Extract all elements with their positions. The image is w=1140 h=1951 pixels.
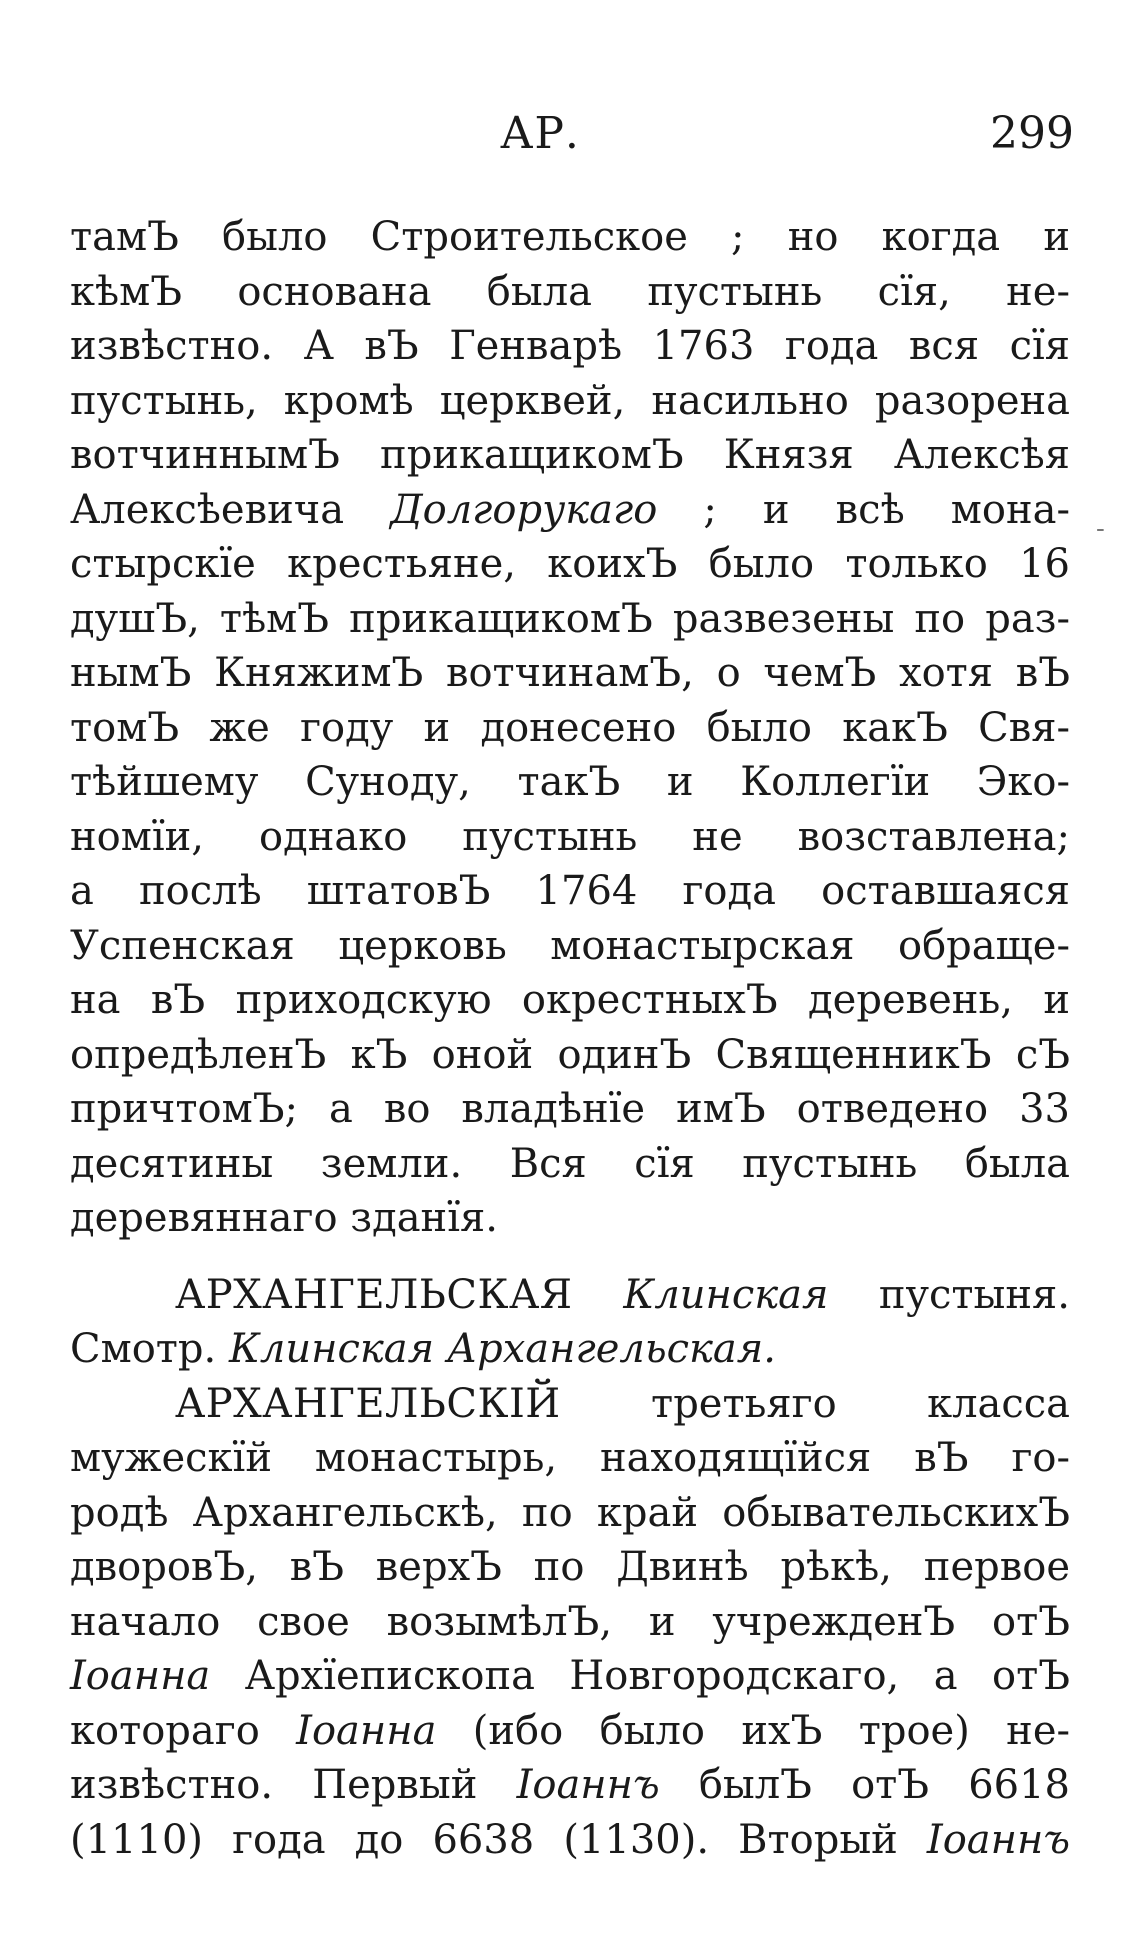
text-line bbox=[70, 1758, 1070, 1813]
text-line: причтомЪ; а во владѣнїе имЪ отведено 33 bbox=[70, 1086, 1070, 1132]
text-segment: пустыня. bbox=[828, 1271, 1071, 1318]
page-header bbox=[0, 108, 1140, 168]
entry-heading: АРХАНГЕЛЬСКАЯ bbox=[175, 1271, 624, 1318]
see-label: Смотр. bbox=[70, 1326, 229, 1372]
text-line: родѣ Архангельскѣ, по край обывательскихЪ bbox=[70, 1489, 1070, 1536]
paragraph-1 bbox=[70, 210, 1070, 1246]
paragraph-3 bbox=[70, 1377, 1070, 1868]
text-segment: извѣстно. Первый bbox=[70, 1762, 517, 1808]
paragraph-2 bbox=[70, 1268, 1070, 1377]
text-line: нымЪ КняжимЪ вотчинамЪ, о чемЪ хотя вЪ bbox=[70, 650, 1070, 696]
text-line: вотчиннымЪ прикащикомЪ Князя Алексѣя bbox=[70, 432, 1070, 478]
text-line bbox=[70, 1377, 1070, 1432]
surname-italic: Долгорукаго bbox=[390, 486, 658, 533]
text-line: тамЪ было Строительское ; но когда и bbox=[70, 214, 1070, 260]
text-line: начало свое возымѣлЪ, и учрежденЪ отЪ bbox=[70, 1598, 1070, 1645]
text-segment: ; и всѣ мона- bbox=[657, 486, 1070, 533]
text-line bbox=[70, 1322, 1070, 1377]
text-line bbox=[70, 1813, 1070, 1868]
text-segment: (ибо было ихЪ трое) не- bbox=[436, 1707, 1071, 1754]
text-line bbox=[70, 1704, 1070, 1759]
paragraph-gap bbox=[70, 1246, 1070, 1268]
text-line: Успенская церковь монастырская обраще- bbox=[70, 922, 1070, 969]
text-segment: Архїепископа Новгородскаго, а отЪ bbox=[210, 1653, 1070, 1699]
text-line bbox=[70, 1268, 1070, 1323]
text-line: пустынь, кромѣ церквей, насильно разорена bbox=[70, 377, 1070, 424]
text-line: деревяннаго зданїя. bbox=[70, 1195, 498, 1241]
text-segment: (1110) года до 6638 (1130). Вторый bbox=[70, 1816, 927, 1863]
margin-mark: - bbox=[1096, 514, 1105, 544]
text-segment: котораго bbox=[70, 1707, 297, 1754]
text-line: тѣйшему Суноду, такЪ и Коллегїи Эко- bbox=[70, 759, 1070, 805]
text-line: на вЪ приходскую окрестныхЪ деревень, и bbox=[70, 977, 1070, 1023]
text-line: мужескїй монастырь, находящїйся вЪ го- bbox=[70, 1435, 1070, 1481]
text-line: дворовЪ, вЪ верхЪ по Двинѣ рѣкѣ, первое bbox=[70, 1544, 1070, 1590]
name-italic: Іоанна bbox=[296, 1707, 437, 1754]
cross-reference: Клинская Архангельская. bbox=[228, 1326, 776, 1372]
text-line: душЪ, тѣмЪ прикащикомЪ развезены по раз- bbox=[70, 595, 1070, 642]
text-line: кѣмЪ основана была пустынь сїя, не- bbox=[70, 268, 1070, 315]
text-line bbox=[70, 1649, 1070, 1704]
text-line: а послѣ штатовЪ 1764 года оставшаяся bbox=[70, 868, 1070, 914]
text-line bbox=[70, 483, 1070, 538]
page-number: 299 bbox=[990, 108, 1074, 159]
text-segment: Алексѣевича bbox=[70, 486, 391, 533]
name-italic: Іоанна bbox=[70, 1653, 211, 1699]
text-segment: былЪ отЪ 6618 bbox=[659, 1762, 1070, 1808]
text-line: стырскїе крестьяне, коихЪ было только 16 bbox=[70, 541, 1070, 587]
text-line: опредѣленЪ кЪ оной одинЪ СвященникЪ сЪ bbox=[70, 1031, 1070, 1078]
entry-heading: АРХАНГЕЛЬСКІЙ bbox=[175, 1380, 561, 1427]
name-italic: Іоаннъ bbox=[516, 1762, 660, 1808]
text-segment: третьяго класса bbox=[560, 1380, 1070, 1427]
text-line: десятины земли. Вся сїя пустынь была bbox=[70, 1140, 1070, 1187]
body-text bbox=[70, 210, 1070, 1867]
text-line: номїи, однако пустынь не возставлена; bbox=[70, 813, 1070, 860]
entry-heading-italic: Клинская bbox=[623, 1271, 829, 1318]
running-head: АР. bbox=[500, 108, 580, 159]
text-line: извѣстно. А вЪ Генварѣ 1763 года вся сїя bbox=[70, 323, 1070, 369]
text-line: томЪ же году и донесено было какЪ Свя- bbox=[70, 704, 1070, 751]
name-italic: Іоаннъ bbox=[926, 1816, 1070, 1863]
